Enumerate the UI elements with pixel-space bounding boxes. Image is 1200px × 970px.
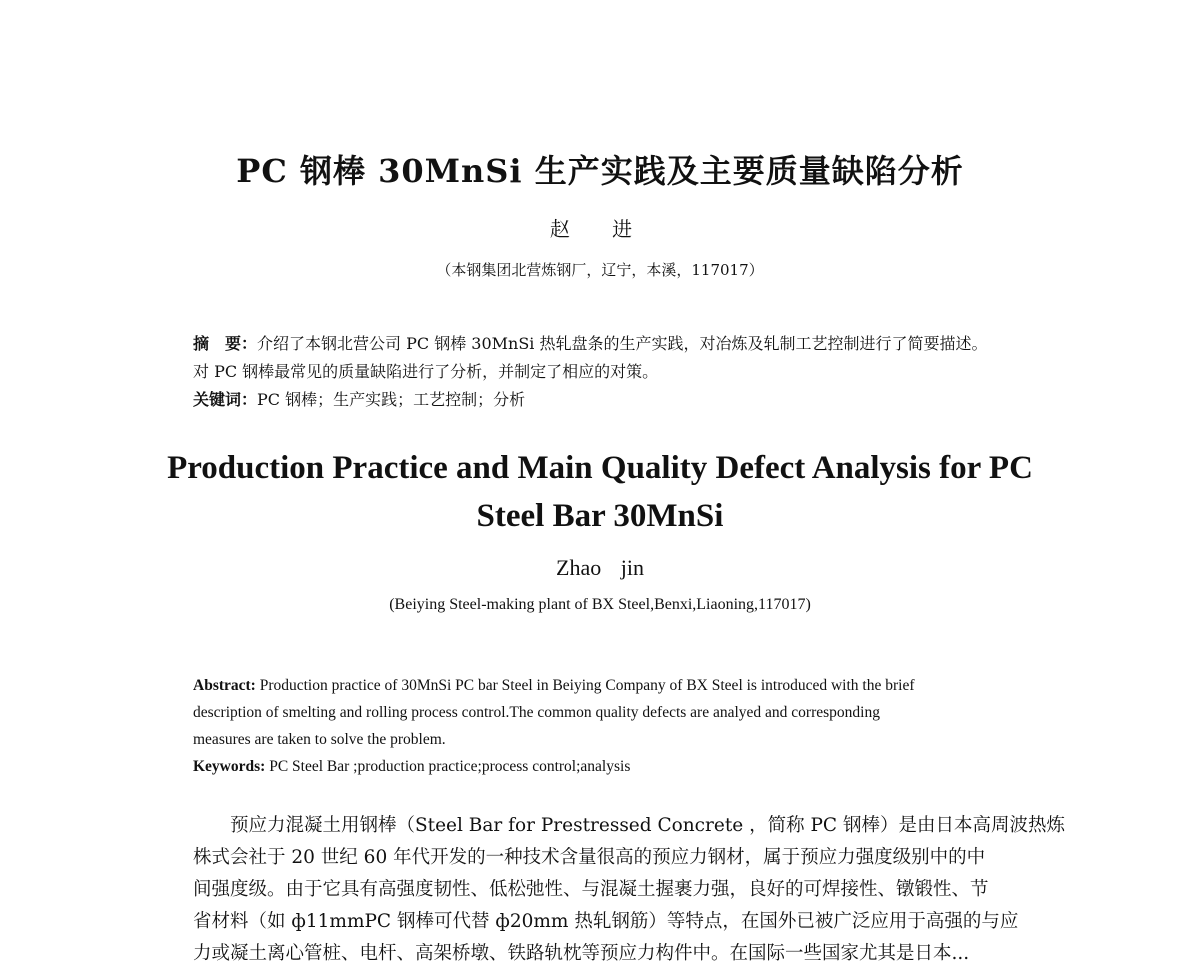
- english-abstract-line-3: measures are taken to solve the problem.: [193, 731, 446, 748]
- body-line-2: 株式会社于 20 世纪 60 年代开发的一种技术含量很高的预应力钢材，属于预应力强度级别中的中: [193, 847, 986, 868]
- english-title-line-1: Production Practice and Main Quality Defect Analysis for PC: [167, 450, 1033, 486]
- chinese-abstract: [193, 330, 1061, 414]
- english-abstract-label: Abstract:: [193, 677, 256, 694]
- chinese-abstract-label: 摘 要：: [193, 334, 258, 353]
- chinese-abstract-line-1: 摘 要：介绍了本钢北营公司 PC 钢棒 30MnSi 热轧盘条的生产实践，对冶炼及轧制工艺控制进行了简要描述。: [193, 334, 988, 353]
- english-affiliation: (Beiying Steel-making plant of BX Steel,Benxi,Liaoning,117017): [389, 596, 811, 613]
- chinese-abstract-line-2: 对 PC 钢棒最常见的质量缺陷进行了分析，并制定了相应的对策。: [193, 362, 659, 381]
- chinese-title: PC 钢棒 30MnSi 生产实践及主要质量缺陷分析: [236, 152, 964, 190]
- english-author: Zhao jin: [556, 555, 644, 580]
- english-abstract-line-1: Abstract: Production practice of 30MnSi PC bar Steel in Beiying Company of BX Steel is introduced with the brief: [193, 677, 915, 694]
- body-line-4: 省材料（如 ф11mmPC 钢棒可代替 ф20mm 热轧钢筋）等特点，在国外已被广泛应用于高强的与应: [193, 911, 1019, 932]
- chinese-author: 赵 进: [549, 217, 651, 241]
- chinese-keywords-label: 关键词：: [193, 390, 258, 409]
- english-abstract: [193, 672, 1061, 780]
- english-keywords: Keywords: PC Steel Bar ;production practice;process control;analysis: [193, 758, 631, 775]
- english-abstract-line-2: description of smelting and rolling process control.The common quality defects are analyed and corresponding: [193, 704, 880, 721]
- body-line-5: 力或凝土离心管桩、电杆、高架桥墩、铁路轨枕等预应力构件中。在国际一些国家尤其是日本...: [193, 943, 970, 964]
- english-title-line-2: Steel Bar 30MnSi: [476, 498, 724, 534]
- body-line-1: 预应力混凝土用钢棒（Steel Bar for Prestressed Concrete ，简称 PC 钢棒）是由日本高周波热炼: [230, 815, 1065, 836]
- chinese-affiliation: （本钢集团北营炼钢厂，辽宁，本溪，117017）: [436, 261, 764, 279]
- chinese-keywords: 关键词：PC 钢棒；生产实践；工艺控制；分析: [193, 390, 526, 409]
- english-keywords-label: Keywords:: [193, 758, 266, 775]
- body-line-3: 间强度级。由于它具有高强度韧性、低松弛性、与混凝土握裹力强，良好的可焊接性、镦锻性、节: [193, 879, 989, 900]
- english-title: [0, 444, 1200, 540]
- body-paragraph: [193, 810, 1065, 970]
